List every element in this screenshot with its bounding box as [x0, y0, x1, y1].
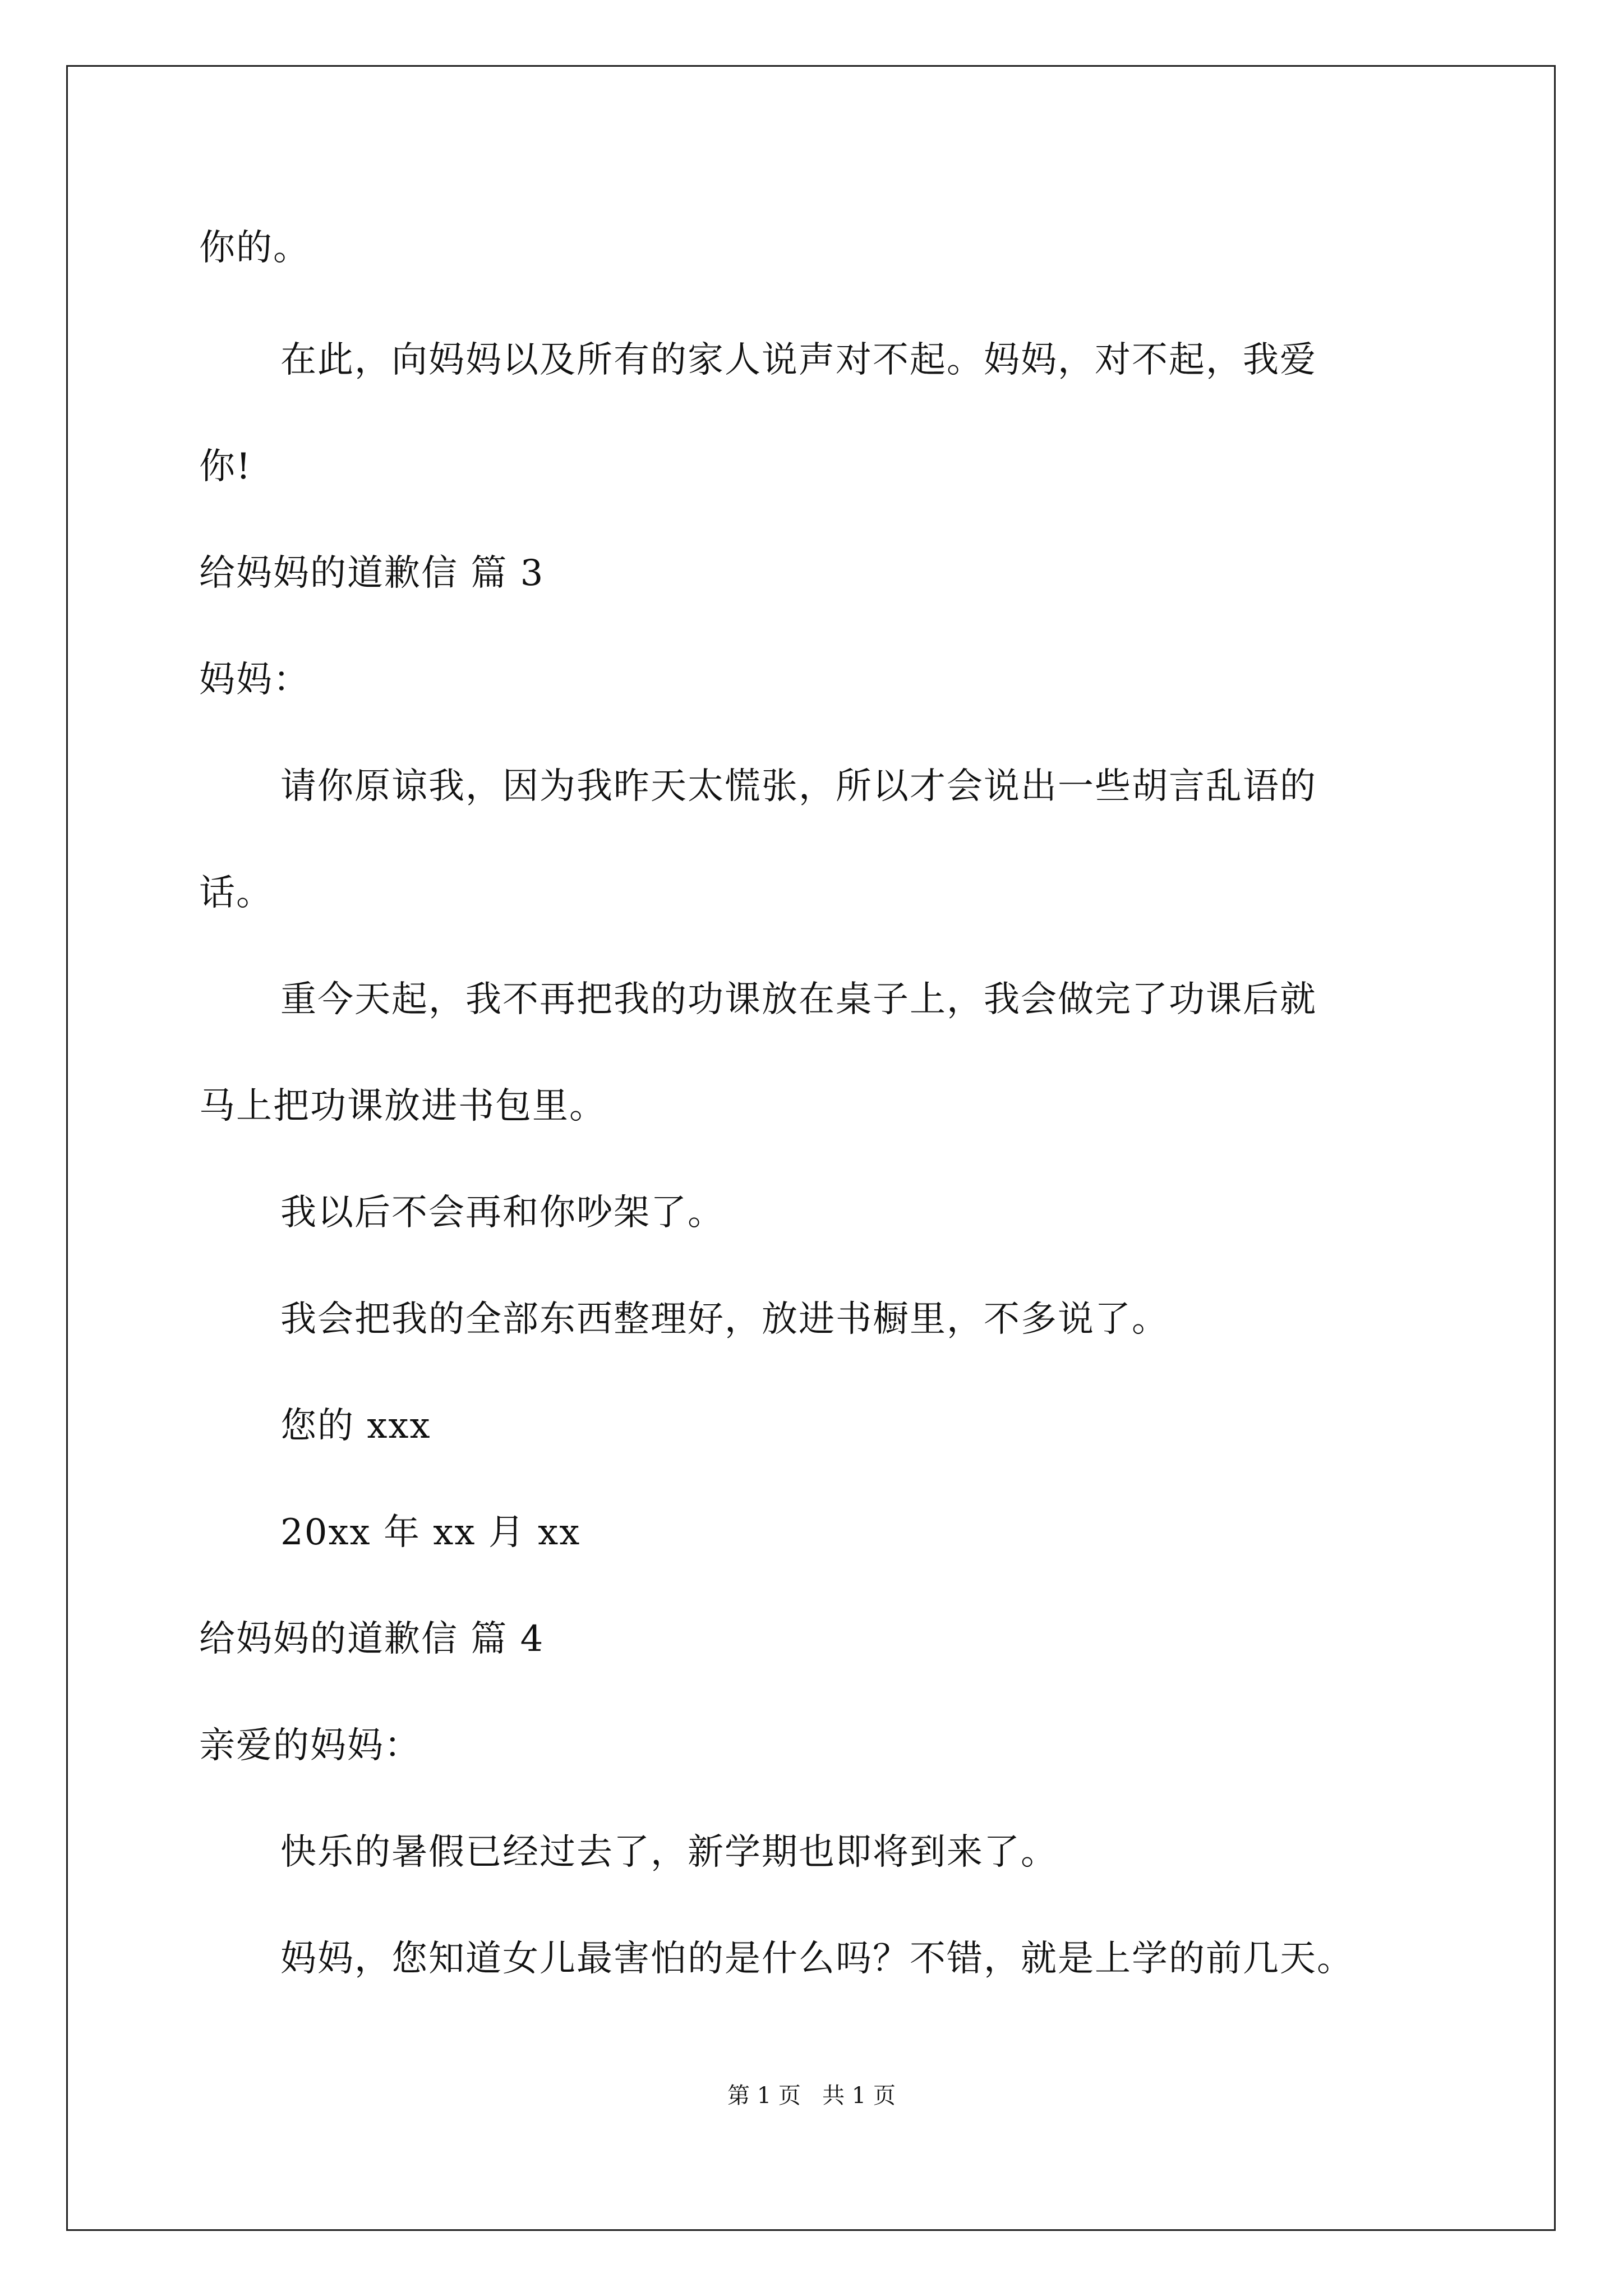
- section-heading: 给妈妈的道歉信 篇 3: [199, 553, 545, 594]
- body-text-line: 我以后不会再和你吵架了。: [280, 1192, 725, 1234]
- section-heading: 给妈妈的道歉信 篇 4: [199, 1618, 545, 1660]
- body-text-line: 重今天起，我不再把我的功课放在桌子上，我会做完了功课后就: [280, 979, 1317, 1020]
- body-text-line: 马上把功课放进书包里。: [199, 1085, 606, 1127]
- body-text-line: 快乐的暑假已经过去了，新学期也即将到来了。: [280, 1832, 1058, 1873]
- page-border: [66, 65, 1556, 2231]
- letter-date: 20xx 年 xx 月 xx: [280, 1512, 581, 1553]
- body-text-line: 你的。: [199, 227, 310, 269]
- body-text-line: 你!: [199, 446, 252, 487]
- body-text-line: 请你原谅我，因为我昨天太慌张，所以才会说出一些胡言乱语的: [280, 766, 1317, 807]
- page-number-footer: 第 1 页 共 1 页: [727, 2083, 896, 2109]
- body-text-line: 在此，向妈妈以及所有的家人说声对不起。妈妈，对不起，我爱: [280, 339, 1317, 381]
- body-text-line: 妈妈，您知道女儿最害怕的是什么吗？不错，就是上学的前几天。: [280, 1938, 1354, 1980]
- body-text-line: 话。: [199, 872, 273, 914]
- letter-salutation: 亲爱的妈妈：: [199, 1725, 421, 1766]
- letter-salutation: 妈妈：: [199, 659, 310, 701]
- body-text-line: 我会把我的全部东西整理好，放进书橱里，不多说了。: [280, 1299, 1169, 1340]
- letter-signature: 您的 xxx: [280, 1405, 431, 1447]
